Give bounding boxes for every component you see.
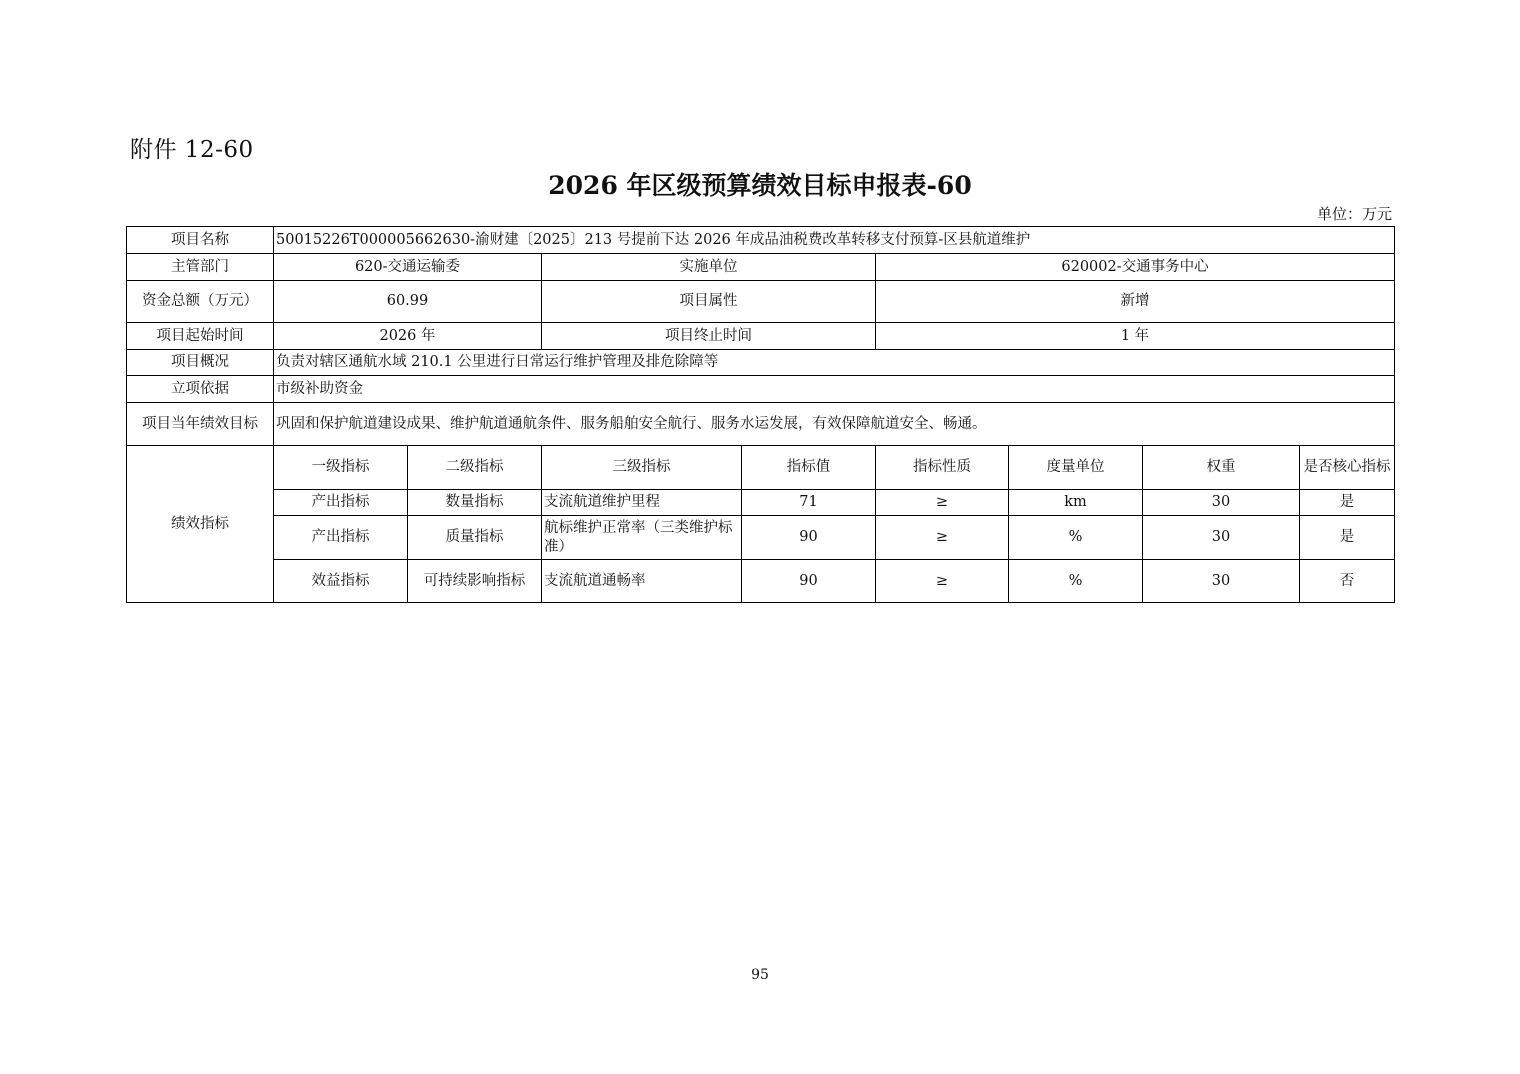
project-name-label: 项目名称 [127,227,274,254]
header-level2: 二级指标 [408,446,542,490]
goal-label: 项目当年绩效目标 [127,403,274,446]
core-cell: 是 [1300,490,1395,516]
level3-cell: 航标维护正常率（三类维护标准） [542,516,742,560]
level3-cell: 支流航道维护里程 [542,490,742,516]
end-value: 1 年 [876,323,1395,350]
unit-cell: km [1009,490,1143,516]
table-row [127,560,1395,603]
header-weight: 权重 [1143,446,1300,490]
value-cell: 71 [742,490,876,516]
row-goal [127,403,1395,446]
dept-value: 620-交通运输委 [274,254,542,281]
indicator-section-label: 绩效指标 [127,446,274,603]
core-cell: 是 [1300,516,1395,560]
row-dept [127,254,1395,281]
fund-value: 60.99 [274,281,542,323]
project-name-value: 50015226T000005662630-渝财建〔2025〕213 号提前下达 2026 年成品油税费改革转移支付预算-区县航道维护 [274,227,1395,254]
level1-cell: 效益指标 [274,560,408,603]
unit-label: 单位：万元 [1316,205,1392,223]
performance-target-table [126,226,1395,603]
unit-cell: % [1009,560,1143,603]
nature-cell: ≥ [876,490,1009,516]
table-row [127,516,1395,560]
page-number: 95 [751,967,769,983]
indicator-header-row [127,446,1395,490]
impl-label: 实施单位 [542,254,876,281]
basis-value: 市级补助资金 [274,376,1395,403]
weight-cell: 30 [1143,490,1300,516]
weight-cell: 30 [1143,560,1300,603]
row-project-name [127,227,1395,254]
overview-label: 项目概况 [127,350,274,376]
nature-cell: ≥ [876,560,1009,603]
weight-cell: 30 [1143,516,1300,560]
attachment-label: 附件 12-60 [130,137,254,163]
level2-cell: 数量指标 [408,490,542,516]
goal-value: 巩固和保护航道建设成果、维护航道通航条件、服务船舶安全航行、服务水运发展，有效保障航道安全、畅通。 [274,403,1395,446]
overview-value: 负责对辖区通航水域 210.1 公里进行日常运行维护管理及排危除障等 [274,350,1395,376]
header-level1: 一级指标 [274,446,408,490]
start-value: 2026 年 [274,323,542,350]
level1-cell: 产出指标 [274,490,408,516]
row-overview [127,350,1395,376]
level2-cell: 质量指标 [408,516,542,560]
attr-value: 新增 [876,281,1395,323]
impl-value: 620002-交通事务中心 [876,254,1395,281]
header-nature: 指标性质 [876,446,1009,490]
core-cell: 否 [1300,560,1395,603]
table-row [127,490,1395,516]
header-value: 指标值 [742,446,876,490]
level2-cell: 可持续影响指标 [408,560,542,603]
basis-label: 立项依据 [127,376,274,403]
level3-cell: 支流航道通畅率 [542,560,742,603]
value-cell: 90 [742,560,876,603]
row-basis [127,376,1395,403]
end-label: 项目终止时间 [542,323,876,350]
header-unit: 度量单位 [1009,446,1143,490]
level1-cell: 产出指标 [274,516,408,560]
header-core: 是否核心指标 [1300,446,1395,490]
unit-cell: % [1009,516,1143,560]
value-cell: 90 [742,516,876,560]
page-title: 2026 年区级预算绩效目标申报表-60 [548,171,972,200]
header-level3: 三级指标 [542,446,742,490]
nature-cell: ≥ [876,516,1009,560]
attr-label: 项目属性 [542,281,876,323]
row-fund [127,281,1395,323]
fund-label: 资金总额（万元） [127,281,274,323]
dept-label: 主管部门 [127,254,274,281]
row-time [127,323,1395,350]
start-label: 项目起始时间 [127,323,274,350]
